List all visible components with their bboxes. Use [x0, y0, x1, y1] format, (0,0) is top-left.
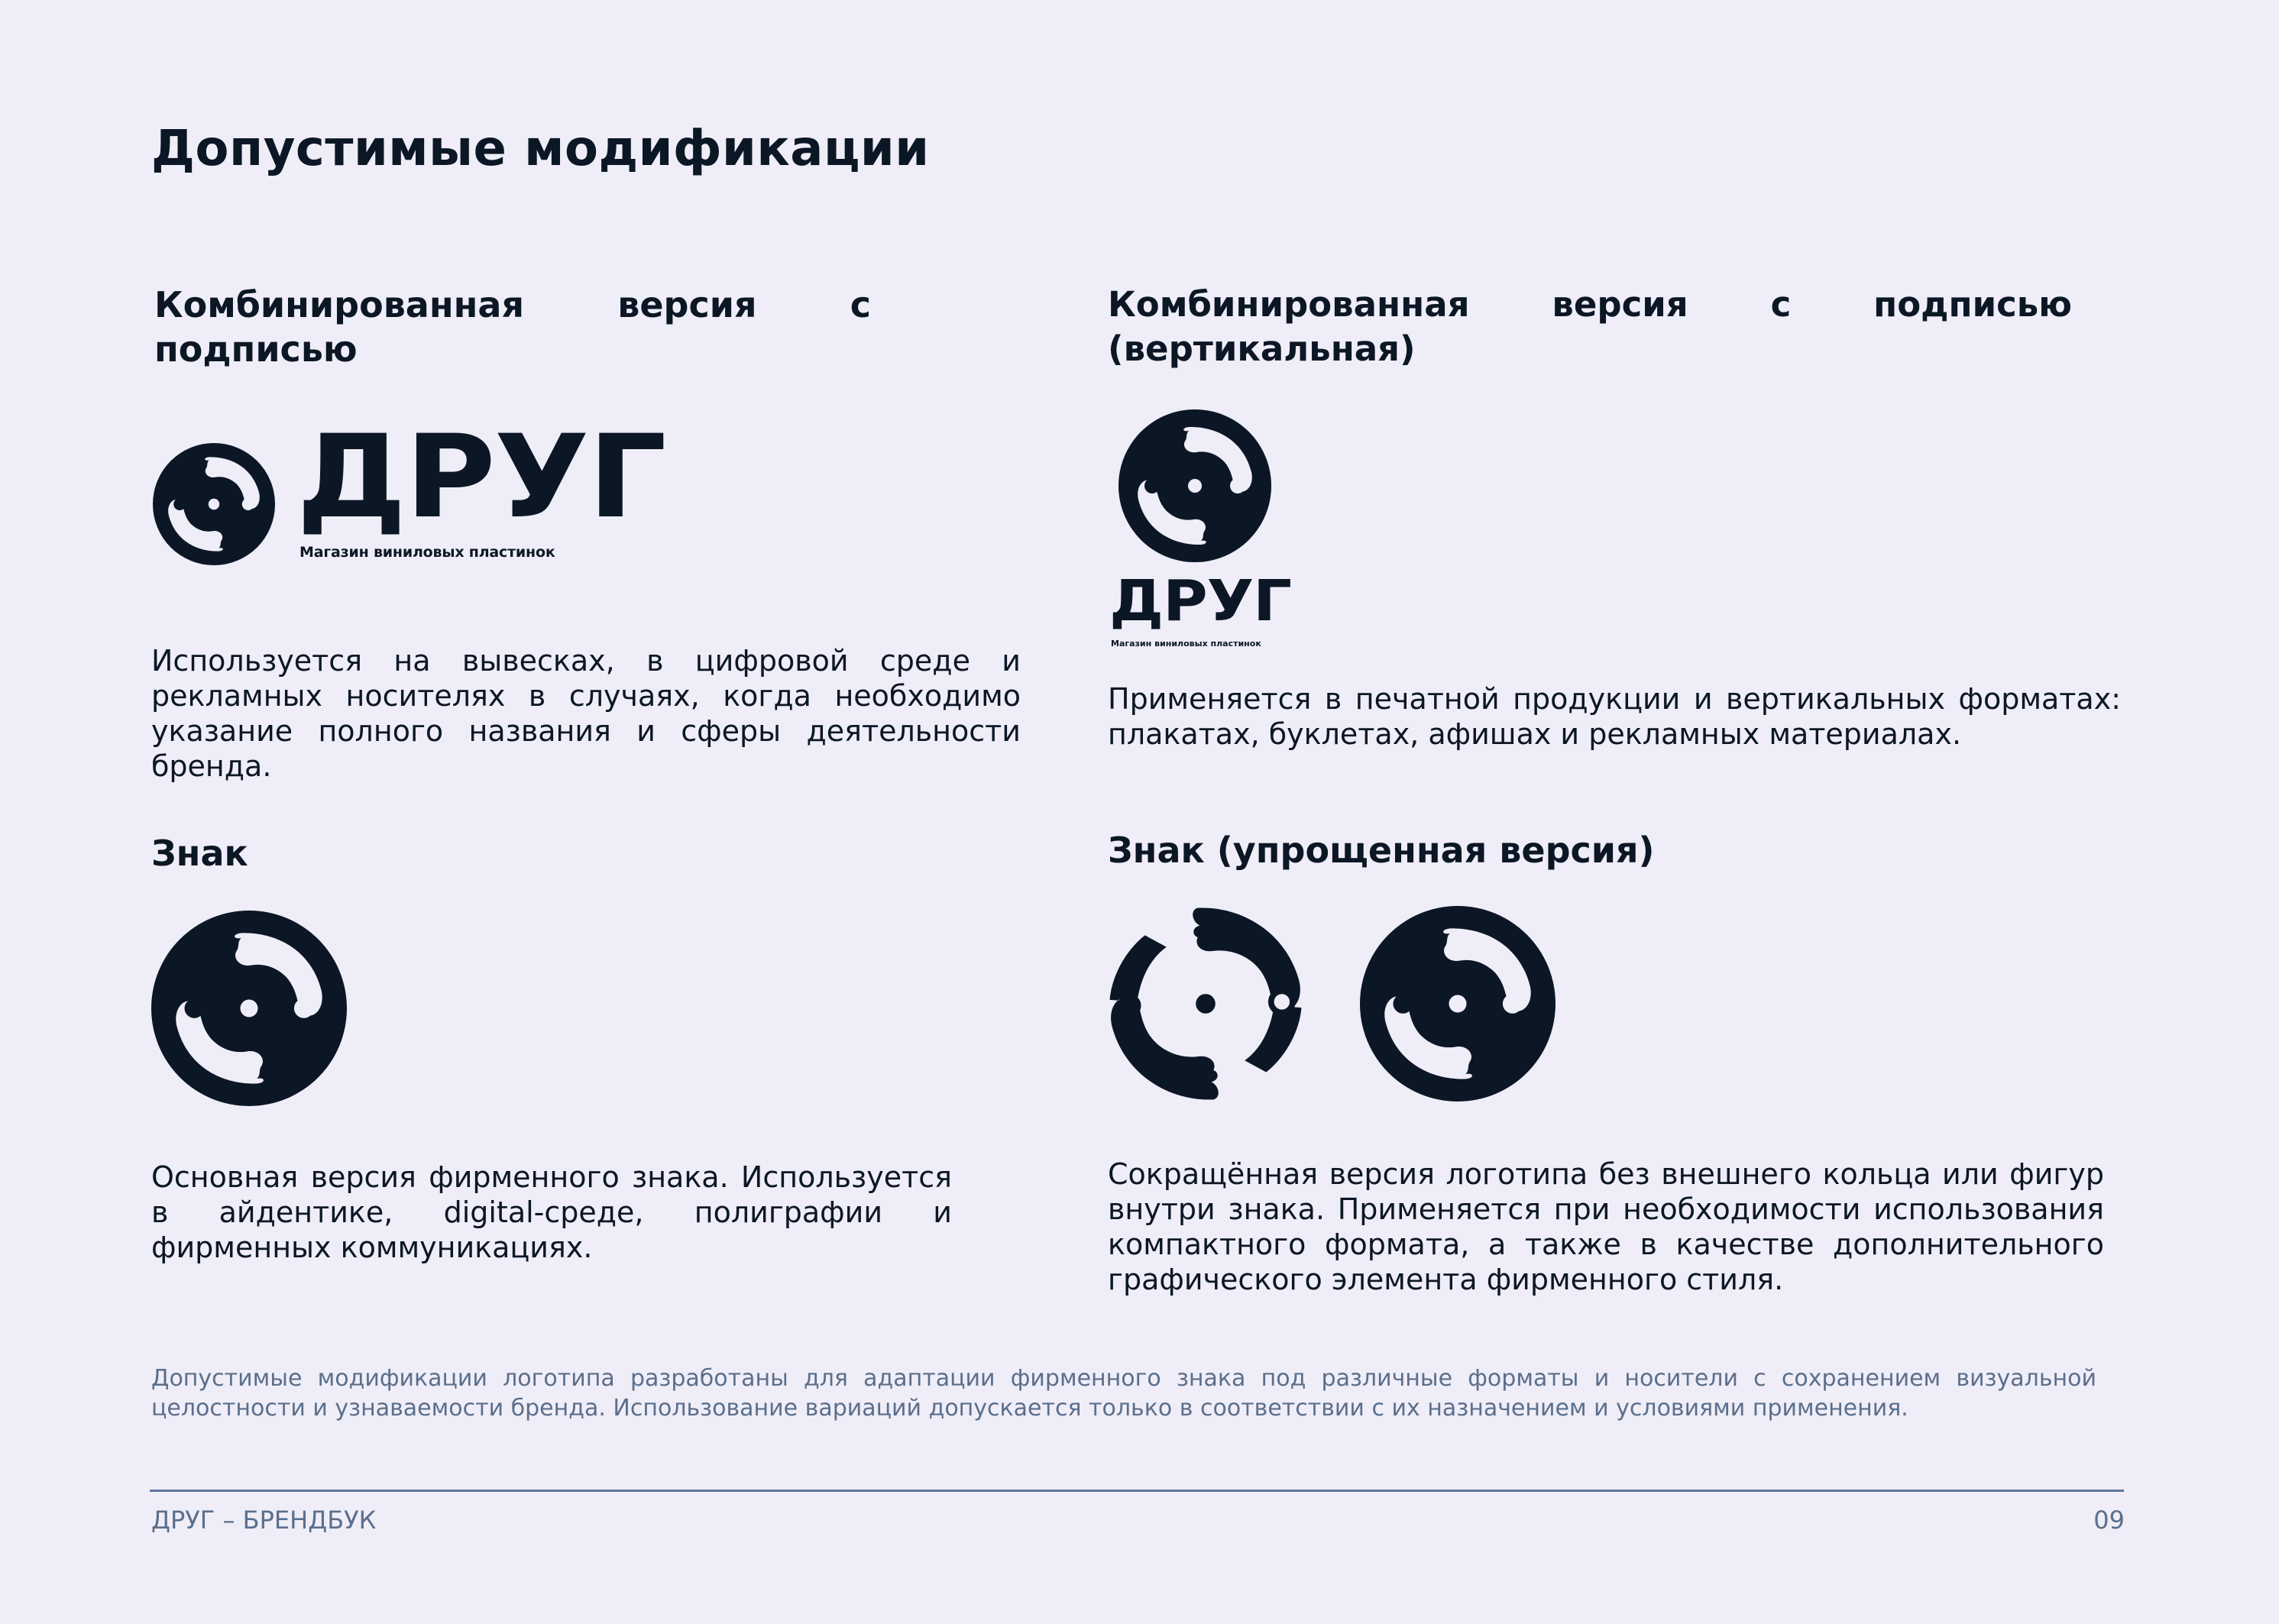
logo-mark-icon [1118, 409, 1271, 562]
logo-tagline: Магазин виниловых пластинок [299, 544, 555, 561]
logo-mark-icon [151, 911, 347, 1106]
section-description-combined-vertical: Применяется в печатной продукции и вертикальных форматах: плакатах, буклетах, афишах и рекламных материалах. [1108, 682, 2121, 751]
logo-mark-simplified-icon [1108, 906, 1303, 1102]
footer-brand: ДРУГ – БРЕНДБУК [151, 1506, 377, 1535]
logo-wordmark: ДРУГ [296, 411, 665, 544]
section-description-sign-simplified: Сокращённая версия логотипа без внешнего кольца или фигур внутри знака. Применяется при необходимости использования компактного формата, а также в качестве дополнительного графического элемента фирменного стиля. [1108, 1157, 2104, 1296]
logo-tagline-vertical: Магазин виниловых пластинок [1111, 639, 1261, 649]
page-number: 09 [2093, 1506, 2125, 1535]
footer-divider [150, 1490, 2124, 1492]
logo-mark-icon [153, 443, 275, 565]
page-title: Допустимые модификации [151, 121, 930, 177]
section-heading-combined: Комбинированная версия с подписью [154, 284, 871, 370]
usage-note: Допустимые модификации логотипа разработаны для адаптации фирменного знака под различные форматы и носители с сохранением визуальной целостности и узнаваемости бренда. Использование вариаций допускается только в соответствии с их назначением и условиями применения. [151, 1365, 2096, 1422]
logo-mark-icon [1360, 906, 1555, 1102]
section-heading-sign: Знак [151, 833, 248, 874]
section-heading-combined-vertical: Комбинированная версия с подписью (вертикальная) [1108, 284, 2072, 369]
section-heading-sign-simplified: Знак (упрощенная версия) [1108, 830, 1655, 871]
logo-wordmark-vertical: ДРУГ [1109, 568, 1291, 634]
section-description-sign: Основная версия фирменного знака. Используется в айдентике, digital-среде, полиграфии и фирменных коммуникациях. [151, 1160, 952, 1264]
section-description-combined: Используется на вывесках, в цифровой среде и рекламных носителях в случаях, когда необходимо указание полного названия и сферы деятельности бренда. [151, 644, 1021, 783]
